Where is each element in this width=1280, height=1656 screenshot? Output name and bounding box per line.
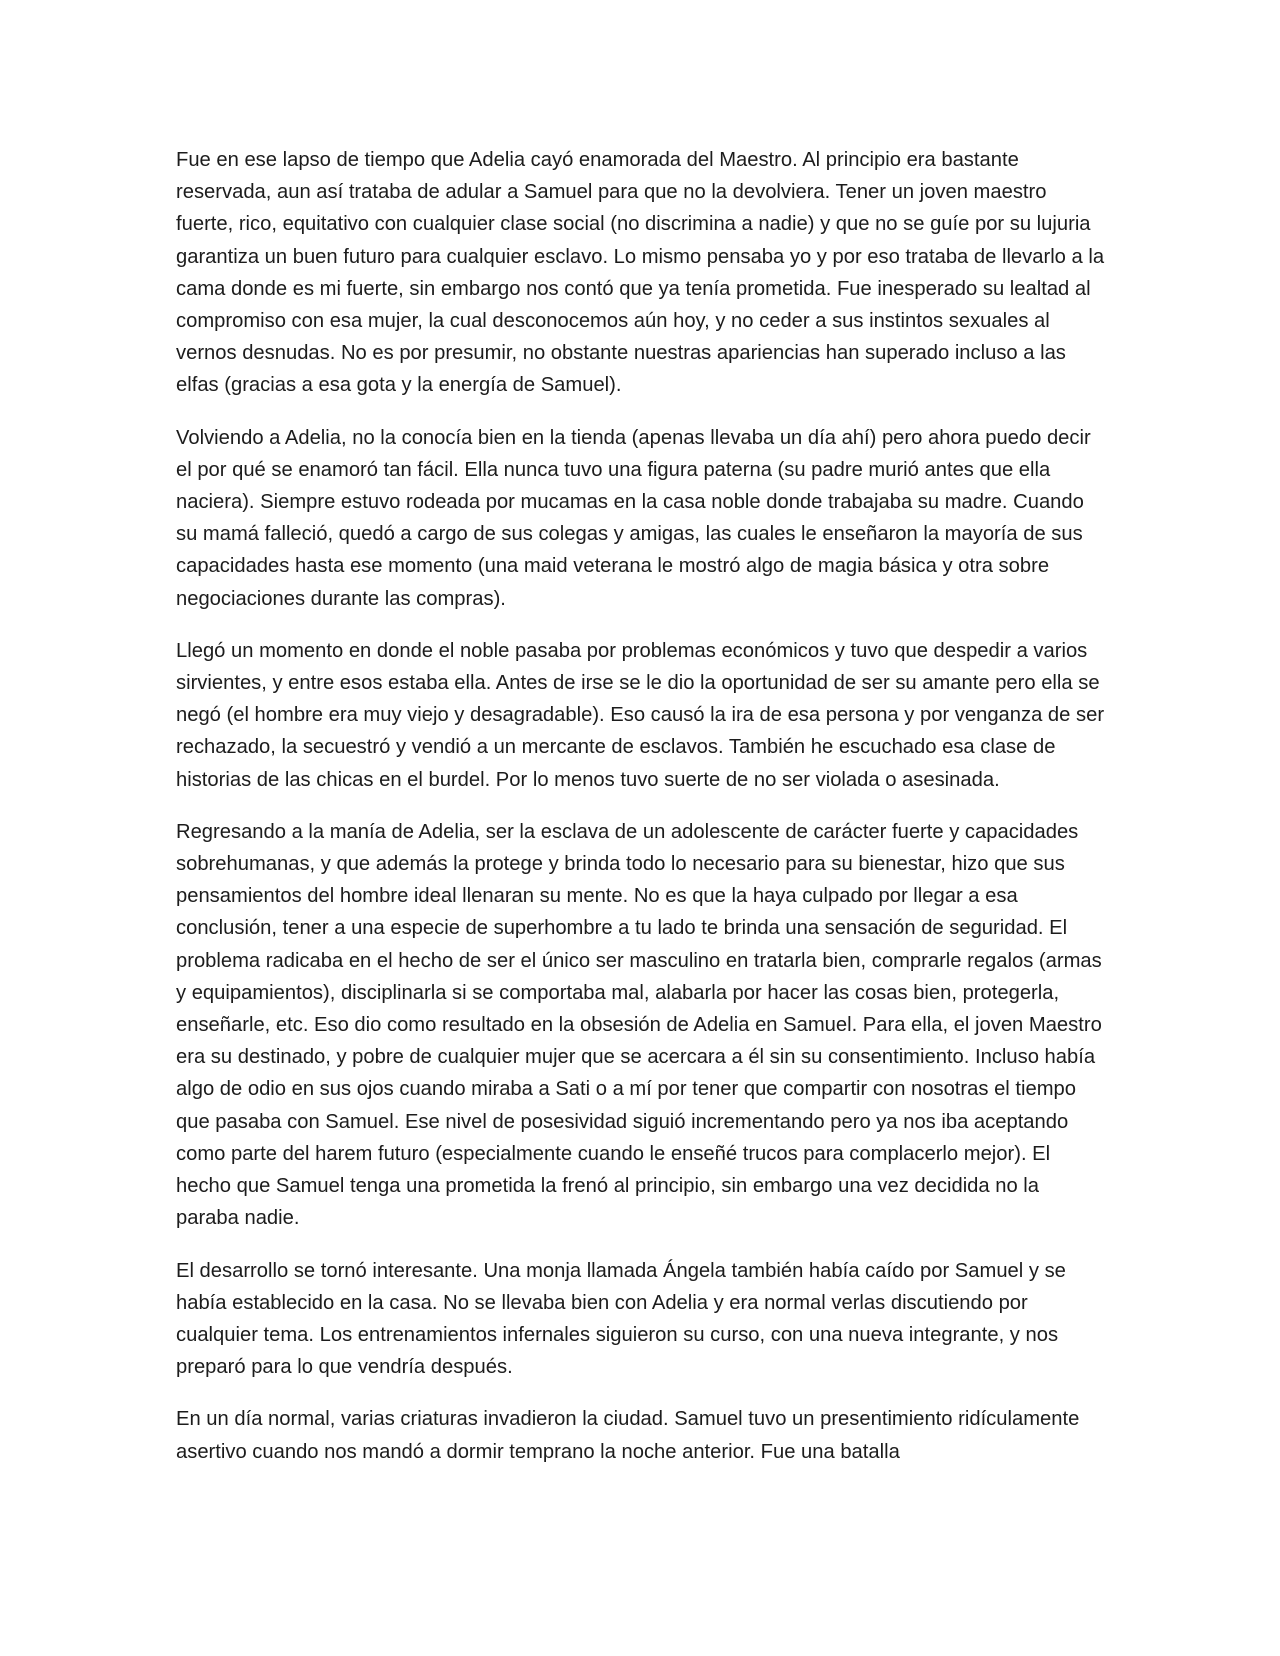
- document-body: [176, 144, 1106, 1488]
- paragraph-4: Regresando a la manía de Adelia, ser la esclava de un adolescente de carácter fuerte y capacidades sobrehumanas, y que además la protege y brinda todo lo necesario para su bienestar, hizo que sus pensamientos del hombre ideal llenaran su mente. No es que la haya culpado por llegar a esa conclusión, tener a una especie de superhombre a tu lado te brinda una sensación de seguridad. El problema radicaba en el hecho de ser el único ser masculino en tratarla bien, comprarle regalos (armas y equipamientos), disciplinarla si se comportaba mal, alabarla por hacer las cosas bien, protegerla, enseñarle, etc. Eso dio como resultado en la obsesión de Adelia en Samuel. Para ella, el joven Maestro era su destinado, y pobre de cualquier mujer que se acercara a él sin su consentimiento. Incluso había algo de odio en sus ojos cuando miraba a Sati o a mí por tener que compartir con nosotras el tiempo que pasaba con Samuel. Ese nivel de posesividad siguió incrementando pero ya nos iba aceptando como parte del harem futuro (especialmente cuando le enseñé trucos para complacerlo mejor). El hecho que Samuel tenga una prometida la frenó al principio, sin embargo una vez decidida no la paraba nadie.: [176, 820, 1102, 1230]
- paragraph-6: En un día normal, varias criaturas invadieron la ciudad. Samuel tuvo un presentimiento ridículamente asertivo cuando nos mandó a dormir temprano la noche anterior. Fue una batalla: [176, 1408, 1080, 1463]
- paragraph-5: El desarrollo se tornó interesante. Una monja llamada Ángela también había caído por Samuel y se había establecido en la casa. No se llevaba bien con Adelia y era normal verlas discutiendo por cualquier tema. Los entrenamientos infernales siguieron su curso, con una nueva integrante, y nos preparó para lo que vendría después.: [176, 1259, 1066, 1379]
- paragraph-1: Fue en ese lapso de tiempo que Adelia cayó enamorada del Maestro. Al principio era bastante reservada, aun así trataba de adular a Samuel para que no la devolviera. Tener un joven maestro fuerte, rico, equitativo con cualquier clase social (no discrimina a nadie) y que no se guíe por su lujuria garantiza un buen futuro para cualquier esclavo. Lo mismo pensaba yo y por eso trataba de llevarlo a la cama donde es mi fuerte, sin embargo nos contó que ya tenía prometida. Fue inesperado su lealtad al compromiso con esa mujer, la cual desconocemos aún hoy, y no ceder a sus instintos sexuales al vernos desnudas. No es por presumir, no obstante nuestras apariencias han superado incluso a las elfas (gracias a esa gota y la energía de Samuel).: [176, 149, 1105, 397]
- paragraph-3: Llegó un momento en donde el noble pasaba por problemas económicos y tuvo que despedir a varios sirvientes, y entre esos estaba ella. Antes de irse se le dio la oportunidad de ser su amante pero ella se negó (el hombre era muy viejo y desagradable). Eso causó la ira de esa persona y por venganza de ser rechazado, la secuestró y vendió a un mercante de esclavos. También he escuchado esa clase de historias de las chicas en el burdel. Por lo menos tuvo suerte de no ser violada o asesinada.: [176, 639, 1105, 791]
- paragraph-2: Volviendo a Adelia, no la conocía bien en la tienda (apenas llevaba un día ahí) pero ahora puedo decir el por qué se enamoró tan fácil. Ella nunca tuvo una figura paterna (su padre murió antes que ella naciera). Siempre estuvo rodeada por mucamas en la casa noble donde trabajaba su madre. Cuando su mamá falleció, quedó a cargo de sus colegas y amigas, las cuales le enseñaron la mayoría de sus capacidades hasta ese momento (una maid veterana le mostró algo de magia básica y otra sobre negociaciones durante las compras).: [176, 426, 1091, 610]
